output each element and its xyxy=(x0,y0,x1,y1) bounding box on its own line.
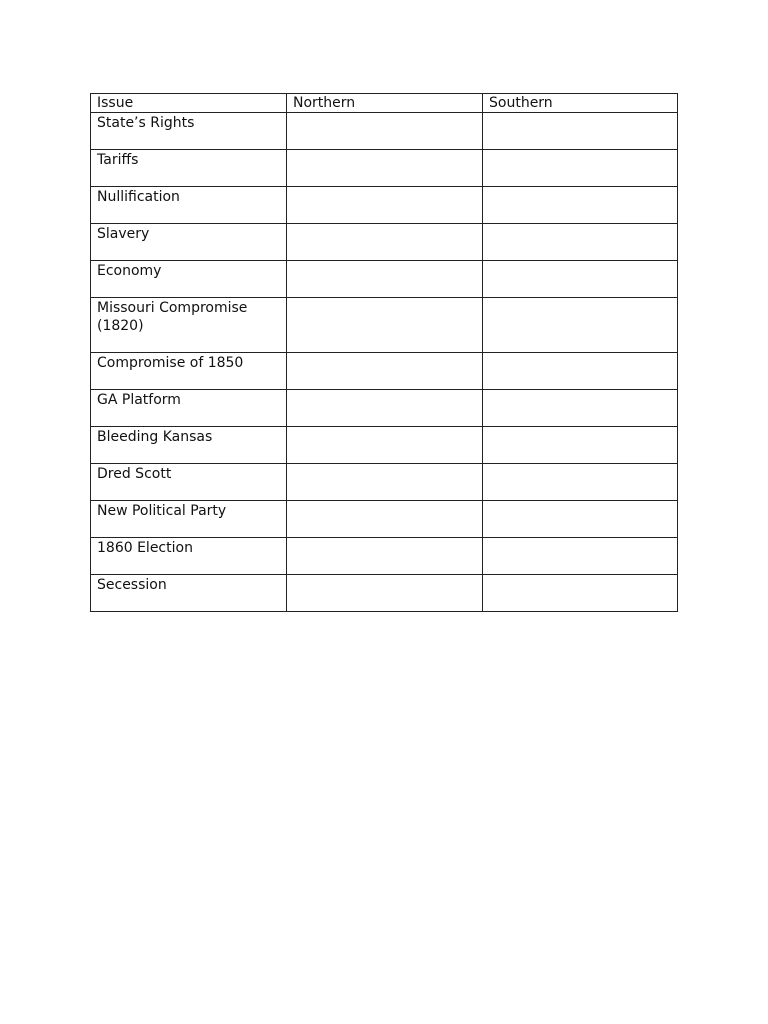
northern-cell[interactable] xyxy=(287,538,483,575)
northern-cell[interactable] xyxy=(287,298,483,353)
issue-cell: Tariffs xyxy=(91,150,287,187)
southern-cell[interactable] xyxy=(483,113,678,150)
table-row xyxy=(91,538,678,575)
northern-cell[interactable] xyxy=(287,575,483,612)
issue-cell: State’s Rights xyxy=(91,113,287,150)
northern-cell[interactable] xyxy=(287,224,483,261)
northern-cell[interactable] xyxy=(287,150,483,187)
issue-cell: 1860 Election xyxy=(91,538,287,575)
northern-cell[interactable] xyxy=(287,464,483,501)
header-northern: Northern xyxy=(287,94,483,113)
issue-cell: GA Platform xyxy=(91,390,287,427)
northern-cell[interactable] xyxy=(287,390,483,427)
southern-cell[interactable] xyxy=(483,187,678,224)
table-row xyxy=(91,298,678,353)
southern-cell[interactable] xyxy=(483,538,678,575)
table-row xyxy=(91,575,678,612)
table-row xyxy=(91,113,678,150)
header-issue: Issue xyxy=(91,94,287,113)
northern-cell[interactable] xyxy=(287,261,483,298)
southern-cell[interactable] xyxy=(483,575,678,612)
issue-cell: Dred Scott xyxy=(91,464,287,501)
issue-cell: Compromise of 1850 xyxy=(91,353,287,390)
southern-cell[interactable] xyxy=(483,261,678,298)
southern-cell[interactable] xyxy=(483,390,678,427)
issue-cell: Bleeding Kansas xyxy=(91,427,287,464)
table-row xyxy=(91,261,678,298)
table-row xyxy=(91,464,678,501)
northern-cell[interactable] xyxy=(287,113,483,150)
southern-cell[interactable] xyxy=(483,298,678,353)
table-row xyxy=(91,224,678,261)
table-row xyxy=(91,427,678,464)
northern-cell[interactable] xyxy=(287,501,483,538)
northern-cell[interactable] xyxy=(287,427,483,464)
table-row xyxy=(91,390,678,427)
table-row xyxy=(91,353,678,390)
issue-cell: Missouri Compromise (1820) xyxy=(91,298,287,353)
issues-comparison-table xyxy=(90,93,678,612)
southern-cell[interactable] xyxy=(483,427,678,464)
table-row xyxy=(91,187,678,224)
issue-cell: New Political Party xyxy=(91,501,287,538)
table-row xyxy=(91,501,678,538)
issue-cell: Secession xyxy=(91,575,287,612)
issue-cell: Nullification xyxy=(91,187,287,224)
table-header-row xyxy=(91,94,678,113)
northern-cell[interactable] xyxy=(287,353,483,390)
table-row xyxy=(91,150,678,187)
northern-cell[interactable] xyxy=(287,187,483,224)
southern-cell[interactable] xyxy=(483,464,678,501)
header-southern: Southern xyxy=(483,94,678,113)
southern-cell[interactable] xyxy=(483,501,678,538)
issue-cell: Slavery xyxy=(91,224,287,261)
southern-cell[interactable] xyxy=(483,224,678,261)
southern-cell[interactable] xyxy=(483,150,678,187)
southern-cell[interactable] xyxy=(483,353,678,390)
issue-cell: Economy xyxy=(91,261,287,298)
